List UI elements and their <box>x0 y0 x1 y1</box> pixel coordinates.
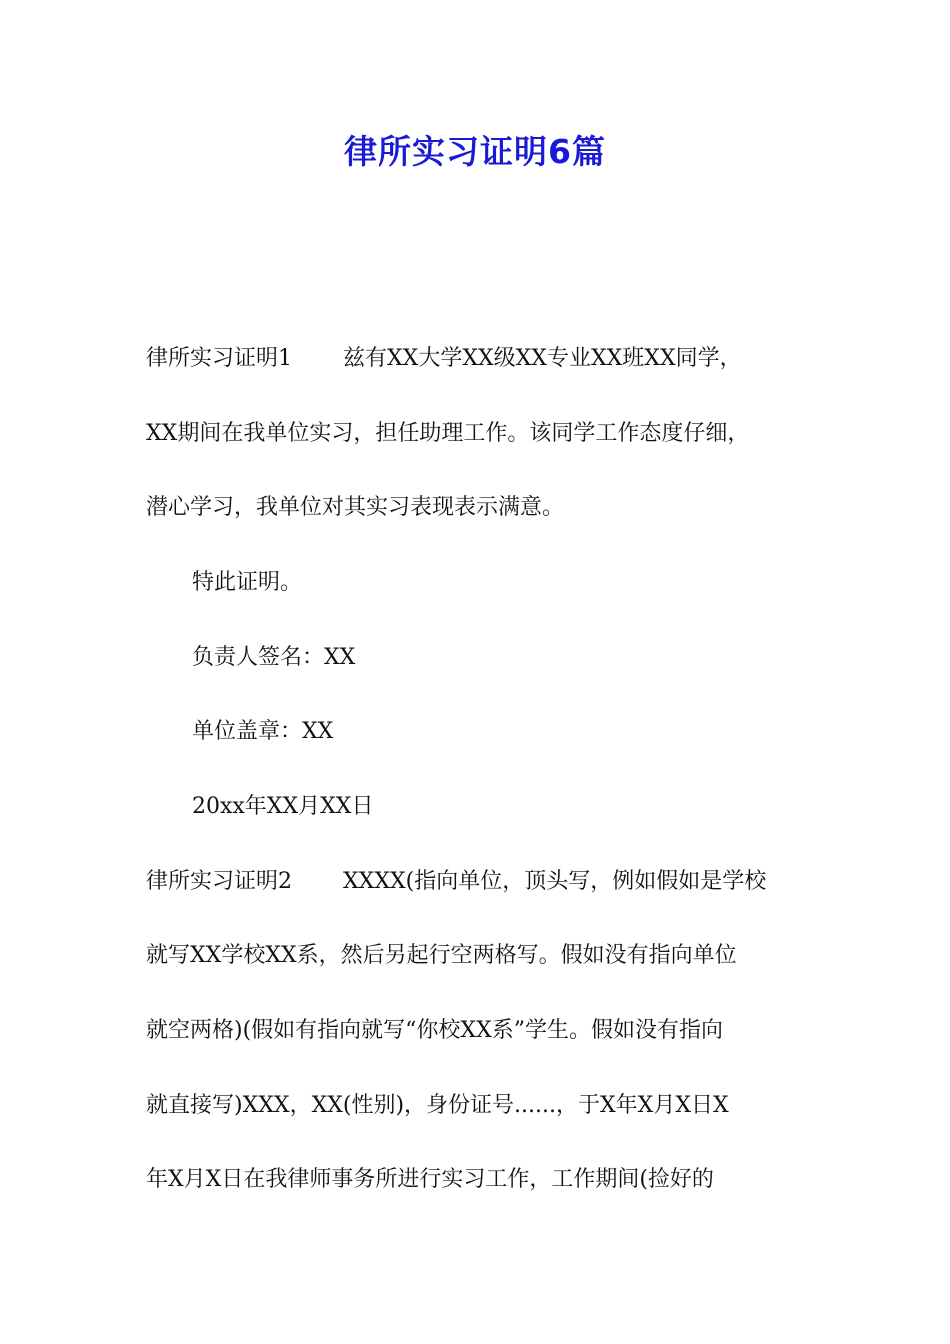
paragraph-line: XX期间在我单位实习，担任助理工作。该同学工作态度仔细， <box>146 421 750 446</box>
paragraph-line: 律所实习证明2 XXXX(指向单位，顶头写，例如假如是学校 <box>146 869 767 894</box>
document-title: 律所实习证明6篇 <box>344 132 606 171</box>
paragraph-line: 就直接写)XXX，XX(性别)，身份证号......，于X年X月X日X <box>146 1093 729 1118</box>
paragraph-line: 潜心学习，我单位对其实习表现表示满意。 <box>146 495 565 520</box>
paragraph-line: 就空两格)(假如有指向就写“你校XX系”学生。假如没有指向 <box>146 1018 723 1043</box>
paragraph-line: 就写XX学校XX系，然后另起行空两格写。假如没有指向单位 <box>146 943 737 968</box>
paragraph-line: 特此证明。 <box>192 570 303 595</box>
seal-line: 单位盖章：XX <box>192 719 334 744</box>
date-line: 20xx年XX月XX日 <box>192 794 374 819</box>
signature-line: 负责人签名：XX <box>192 645 356 670</box>
paragraph-line: 律所实习证明1 兹有XX大学XX级XX专业XX班XX同学， <box>146 346 742 371</box>
paragraph-line: 年X月X日在我律师事务所进行实习工作，工作期间(捡好的 <box>146 1167 714 1192</box>
